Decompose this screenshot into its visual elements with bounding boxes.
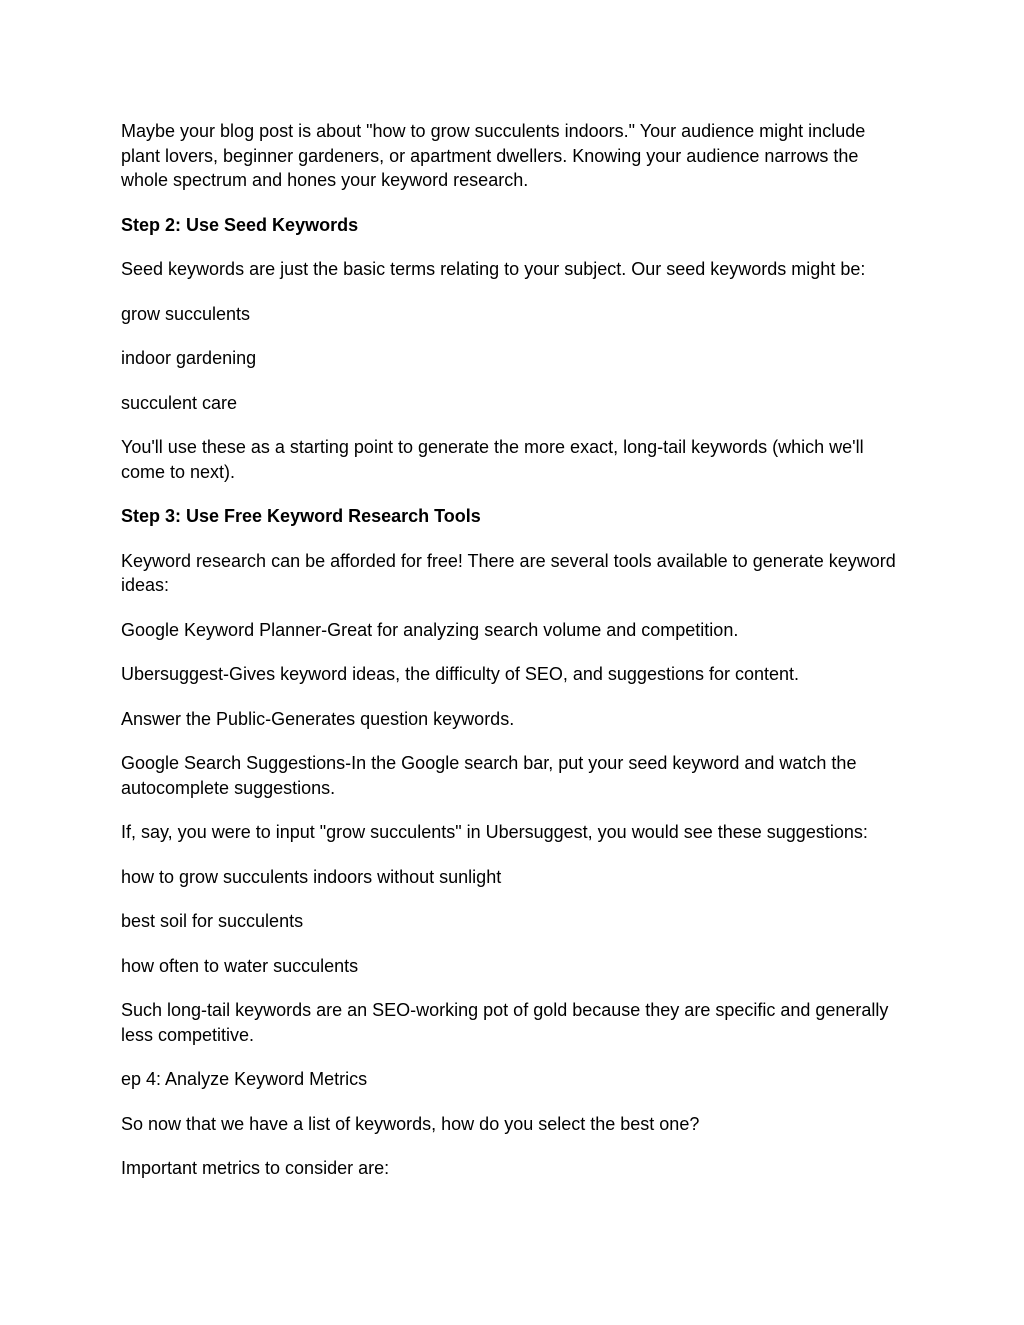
seed-keyword-item: grow succulents: [121, 303, 251, 324]
tool-item: Google Search Suggestions-In the Google search bar, put your seed keyword and watch the autocomplete suggestions.: [121, 753, 857, 798]
ubersuggest-example-paragraph: If, say, you were to input "grow succulents" in Ubersuggest, you would see these suggestions:: [121, 822, 868, 842]
seed-keyword-item: succulent care: [121, 392, 238, 413]
metrics-paragraph: Important metrics to consider are:: [121, 1158, 390, 1178]
suggestion-item: how often to water succulents: [121, 955, 359, 976]
step-2-heading: Step 2: Use Seed Keywords: [121, 214, 359, 235]
seed-keyword-item: indoor gardening: [121, 348, 257, 368]
suggestion-item: best soil for succulents: [121, 911, 304, 931]
select-keyword-paragraph: So now that we have a list of keywords, how do you select the best one?: [121, 1113, 700, 1134]
seed-keywords-paragraph: Seed keywords are just the basic terms relating to your subject. Our seed keywords might be:: [121, 259, 866, 279]
document-body: [121, 119, 896, 1201]
long-tail-paragraph: Such long-tail keywords are an SEO-working pot of gold because they are specific and generally less competitive.: [121, 1000, 889, 1045]
tool-item: Google Keyword Planner-Great for analyzing search volume and competition.: [121, 619, 739, 640]
starting-point-paragraph: You'll use these as a starting point to generate the more exact, long-tail keywords (which we'll come to next).: [121, 437, 864, 482]
step-3-heading: Step 3: Use Free Keyword Research Tools: [121, 506, 481, 526]
free-tools-paragraph: Keyword research can be afforded for free! There are several tools available to generate keyword ideas:: [121, 550, 896, 595]
suggestion-item: how to grow succulents indoors without sunlight: [121, 866, 502, 887]
intro-paragraph: Maybe your blog post is about "how to grow succulents indoors." Your audience might include plant lovers, beginner gardeners, or apartment dwellers. Knowing your audience narrows the whole spectrum and hones your keyword research.: [121, 121, 866, 190]
tool-item: Answer the Public-Generates question keywords.: [121, 708, 515, 729]
step-4-heading: ep 4: Analyze Keyword Metrics: [121, 1069, 368, 1089]
tool-item: Ubersuggest-Gives keyword ideas, the difficulty of SEO, and suggestions for content.: [121, 664, 800, 684]
